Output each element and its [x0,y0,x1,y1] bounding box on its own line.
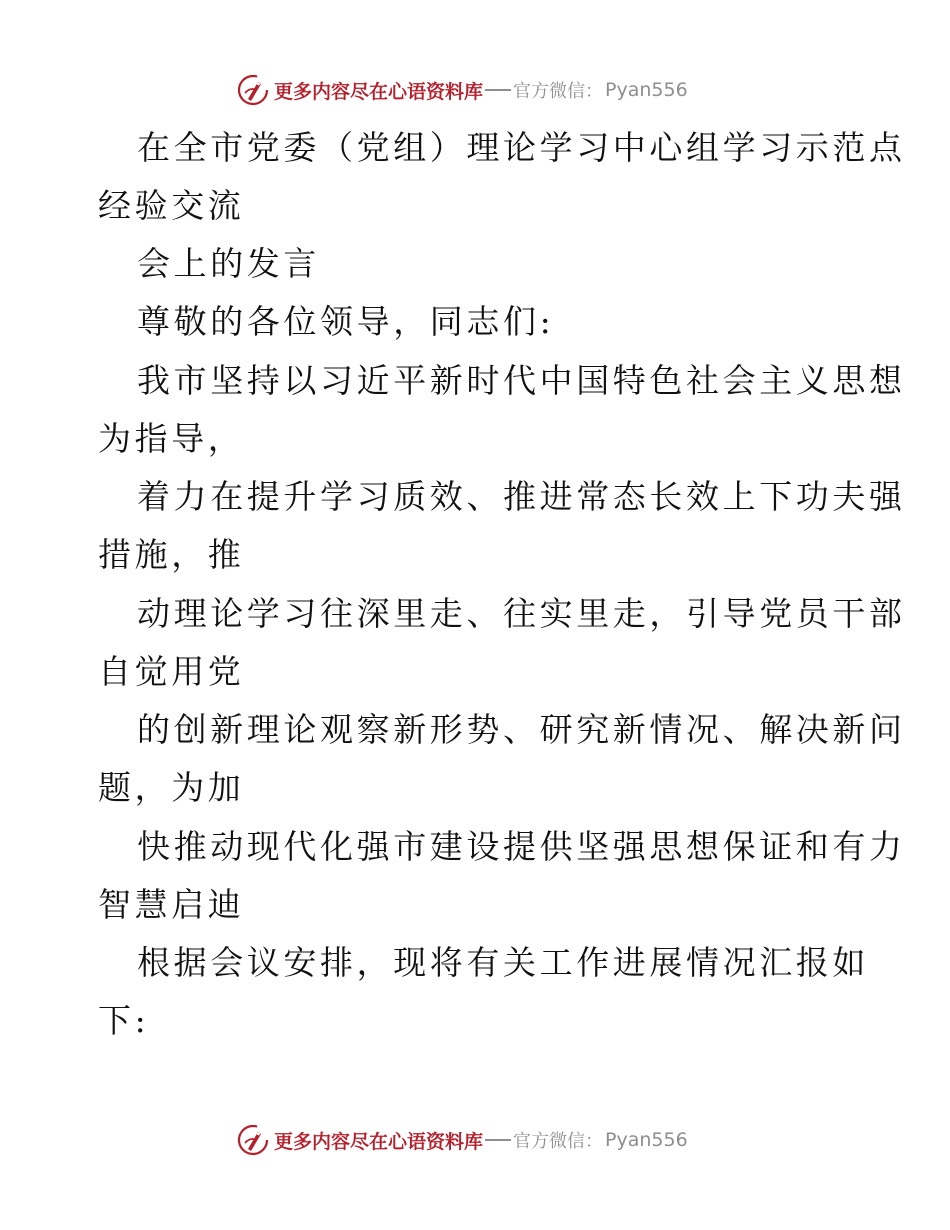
header-watermark [236,72,688,108]
doc-line: 在全市党委（党组）理论学习中心组学习示范点 [137,128,906,167]
footer-watermark [236,1122,688,1158]
doc-line: 为指导， [98,419,245,458]
doc-line: 尊敬的各位领导，同志们: [137,302,555,341]
doc-line: 题，为加 [98,768,245,807]
doc-line: 动理论学习往深里走、往实里走，引导党员干部 [137,594,906,633]
watermark-site-name: 更多内容尽在心语资料库 [274,1130,484,1153]
watermark-wechat-label: 官方微信： [513,81,604,102]
doc-line: 经验交流 [98,186,245,225]
watermark-dash [485,89,511,91]
doc-line: 根据会议安排，现将有关工作进展情况汇报如 [137,943,869,982]
doc-line: 会上的发言 [137,244,320,283]
watermark-wechat-label: 官方微信： [513,1131,604,1152]
watermark-site-name: 更多内容尽在心语资料库 [274,80,484,103]
watermark-dash [485,1139,511,1141]
watermark-wechat-account: Pyan556 [605,1129,688,1151]
doc-line: 智慧启迪 [98,885,245,924]
pen-nib-logo-icon [236,1123,270,1157]
doc-line: 着力在提升学习质效、推进常态长效上下功夫强 [137,477,906,516]
pen-nib-logo-icon [236,73,270,107]
watermark-wechat-account: Pyan556 [605,79,688,101]
doc-line: 下: [98,1001,150,1040]
doc-line: 措施，推 [98,535,245,574]
doc-line: 的创新理论观察新形势、研究新情况、解决新问 [137,710,906,749]
doc-line: 快推动现代化强市建设提供坚强思想保证和有力 [137,827,906,866]
doc-line: 我市坚持以习近平新时代中国特色社会主义思想 [137,361,906,400]
doc-line: 自觉用党 [98,652,245,691]
